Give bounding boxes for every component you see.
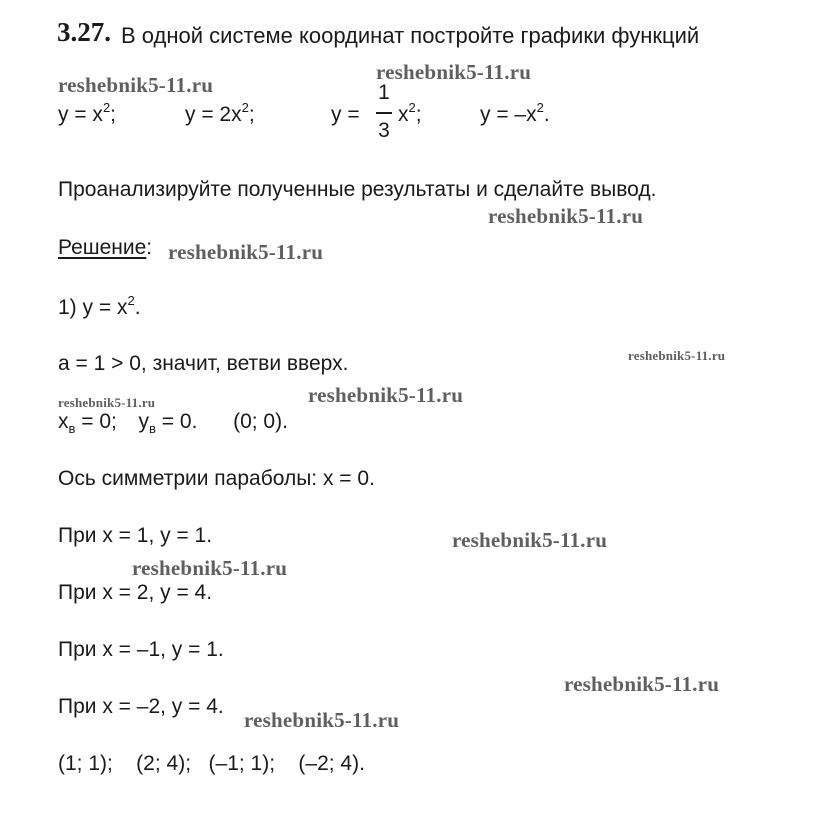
watermark: reshebnik5-11.ru bbox=[564, 672, 720, 696]
watermark: reshebnik5-11.ru bbox=[376, 60, 532, 84]
function-3-rhs bbox=[398, 100, 422, 129]
function-2 bbox=[185, 100, 255, 129]
function-4-end: . bbox=[543, 103, 550, 126]
function-4-exponent: 2 bbox=[536, 100, 544, 115]
point-line-4: При x = –2, y = 4. bbox=[58, 695, 224, 718]
function-3-exponent: 2 bbox=[408, 100, 416, 115]
function-3-var: x bbox=[398, 103, 409, 126]
task-text: В одной системе координат постройте графики функций bbox=[121, 23, 700, 48]
step-1 bbox=[58, 293, 141, 322]
watermark: reshebnik5-11.ru bbox=[628, 348, 726, 363]
function-2-end: ; bbox=[248, 103, 255, 126]
vertex-y: y bbox=[138, 410, 150, 433]
watermark: reshebnik5-11.ru bbox=[244, 708, 400, 732]
watermark: reshebnik5-11.ru bbox=[132, 556, 288, 580]
analyze-instruction: Проанализируйте полученные результаты и сделайте вывод. bbox=[58, 178, 657, 201]
function-1 bbox=[58, 100, 117, 129]
vertex-x-value: = 0; bbox=[75, 410, 117, 433]
function-1-end: ; bbox=[110, 103, 117, 126]
watermark: reshebnik5-11.ru bbox=[308, 383, 464, 407]
step-1-base: 1) y = x bbox=[58, 296, 128, 319]
watermark: reshebnik5-11.ru bbox=[168, 240, 324, 264]
branches-line: a = 1 > 0, значит, ветви вверх. bbox=[58, 352, 349, 375]
function-3-lhs: y = bbox=[331, 103, 360, 126]
function-3-end: ; bbox=[415, 103, 422, 126]
solution-colon: : bbox=[146, 236, 153, 259]
function-3-denominator: 3 bbox=[378, 119, 390, 142]
function-1-base: y = x bbox=[58, 103, 103, 126]
symmetry-axis-line: Ось симметрии параболы: x = 0. bbox=[58, 467, 375, 490]
solution-heading bbox=[58, 236, 152, 260]
function-3-fraction-bar bbox=[376, 112, 392, 114]
vertex-line bbox=[58, 410, 288, 436]
function-2-base: y = 2x bbox=[185, 103, 242, 126]
vertex-x-subscript: в bbox=[68, 421, 76, 436]
vertex-y-subscript: в bbox=[149, 421, 156, 436]
step-1-end: . bbox=[134, 296, 141, 319]
watermark: reshebnik5-11.ru bbox=[58, 395, 156, 410]
vertex-point: (0; 0). bbox=[233, 410, 288, 433]
vertex-x: x bbox=[58, 410, 69, 433]
task-number: 3.27. bbox=[57, 17, 111, 47]
points-summary: (1; 1); (2; 4); (–1; 1); (–2; 4). bbox=[58, 752, 365, 775]
watermark: reshebnik5-11.ru bbox=[452, 528, 608, 552]
watermark: reshebnik5-11.ru bbox=[58, 73, 214, 97]
point-line-3: При x = –1, y = 1. bbox=[58, 638, 224, 661]
point-line-2: При x = 2, y = 4. bbox=[58, 581, 213, 604]
watermark: reshebnik5-11.ru bbox=[488, 204, 644, 228]
function-4-base: y = –x bbox=[480, 103, 537, 126]
function-4 bbox=[480, 100, 550, 129]
vertex-y-value: = 0. bbox=[155, 410, 198, 433]
step-1-exponent: 2 bbox=[127, 293, 135, 308]
function-3-numerator: 1 bbox=[378, 81, 390, 104]
function-1-exponent: 2 bbox=[102, 100, 111, 115]
point-line-1: При x = 1, y = 1. bbox=[58, 524, 213, 547]
function-2-exponent: 2 bbox=[241, 100, 249, 115]
solution-label: Решение bbox=[58, 236, 147, 259]
